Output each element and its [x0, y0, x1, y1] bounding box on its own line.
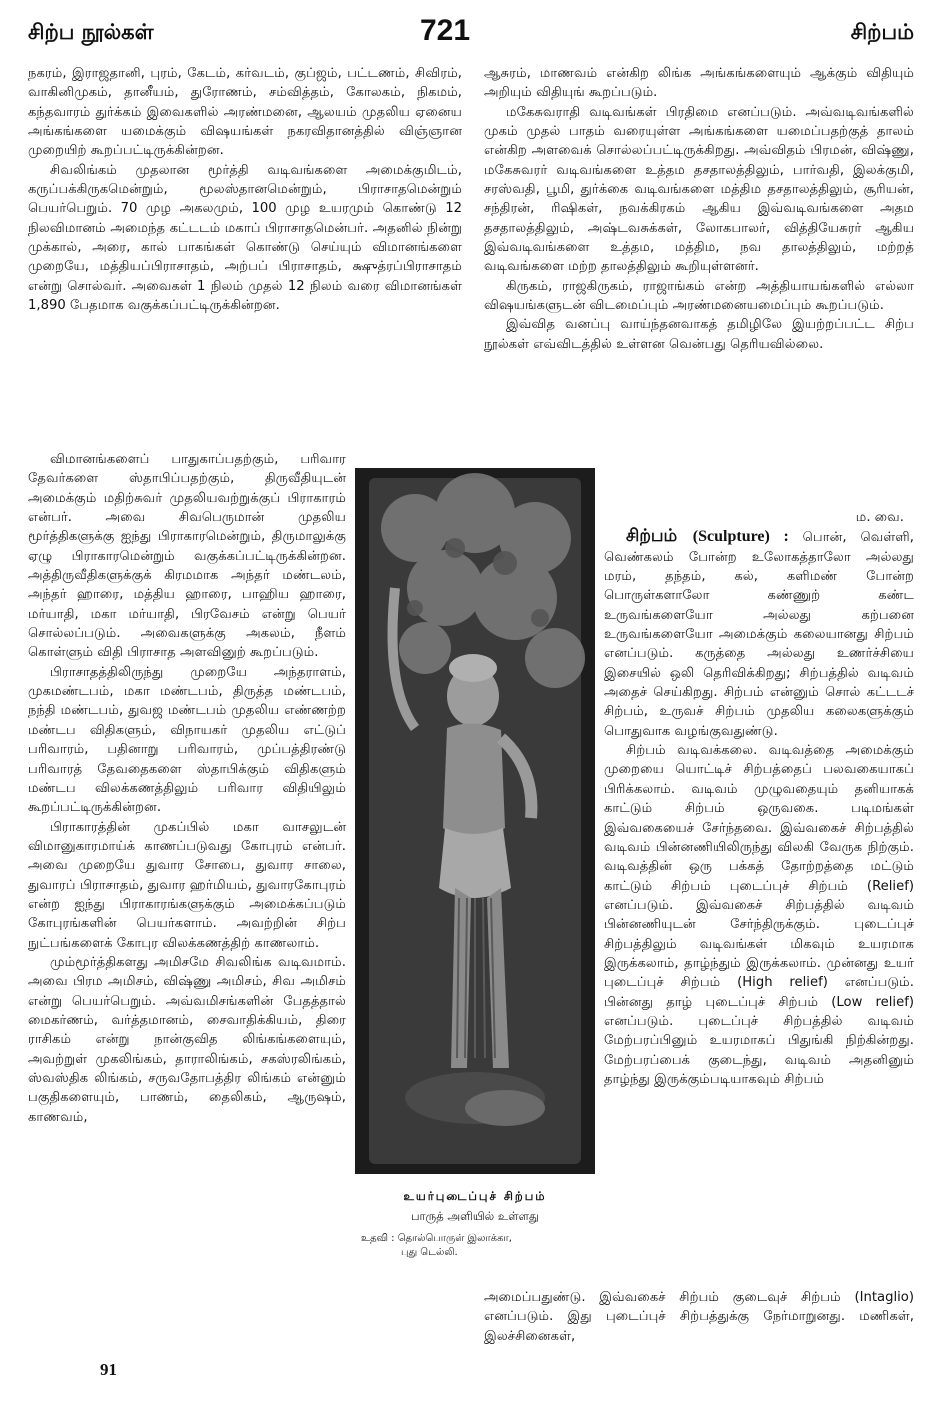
- paragraph: இவ்வித வனப்பு வாய்ந்தனவாகத் தமிழிலே இயற்றப்பட்ட சிற்ப நூல்கள் எவ்விடத்தில் உள்ளன வென்பது தெரியவில்லை.: [484, 317, 914, 352]
- caption-subtitle: பாருத் அளியில் உள்ளது: [410, 1209, 540, 1223]
- paragraph: சிவலிங்கம் முதலான மூர்த்தி வடிவங்களை அமைக்குமிடம், கருப்பக்கிருகமென்றும், மூலஸ்தானமென்றும், பிராசாதமென்றும் பெயர்பெறும். 70 முழ அகலமும், 100 முழ உயரமும் கொண்டு 12 நிலவிமானம் அமைந்த கட்டடம் மகாப் பிராசாதமென்பர். அதனில் நின்று முக்கால், அரை, கால் பாகங்கள் கொண்டு செய்யும் விமானங்களை முறையே, மத்தியப்பிராசாதம், அற்பப் பிராசாதம், க்ஷுத்ரப்பிராசாதம் என்று சொல்வர். அவைகள் 1 நிலம் முதல் 12 நிலம் வரை விமானங்கள் 1,890 பேதமாக வகுக்கப்பட்டிருக்கின்றன.: [28, 162, 462, 314]
- running-head-right: சிற்பம்: [850, 20, 914, 44]
- paragraph: சிற்பம் வடிவக்கலை. வடிவத்தை அமைக்கும் முறையை யொட்டிச் சிற்பத்தைப் பலவகையாகப் பிரிக்கலாம். வடிவம் முழுவதையும் தனியாகக் காட்டும் சிற்பம் ஒருவகை. படிமங்கள் இவ்வகையைச் சேர்ந்தவை. இவ்வகைச் சிற்பத்தில் வடிவம் பின்னணியிலிருந்து விலகி வேருக நிற்கும். வடிவத்தின் ஒரு பக்கத் தோற்றத்தை மட்டும் காட்டும் சிற்பம் புடைப்புச் சிற்பம் (Relief) எனப்படும். இவ்வகைச் சிற்பத்தில் வடிவம் பின்னணியுடன் சேர்ந்திருக்கும். புடைப்புச் சிற்பத்திலும் வடிவங்கள் மிகவும் உயரமாக இருக்கலாம், தாழ்ந்தும் இருக்கலாம். முன்னது உயர் புடைப்புச் சிற்பம் (High relief) எனப்படும். பின்னது தாழ் புடைப்புச் சிற்பம் (Low relief) எனப்படும். புடைப்புச் சிற்பத்தில் வடிவம் மேற்பரப்பினும் உயரமாகப் பிதுங்கி நிற்கின்றது. மேற்பரப்பைக் குடைந்து, வடிவம் அதனினும் தாழ்ந்து இருக்கும்படியாகவும் சிற்பம்: [604, 743, 914, 1087]
- running-head-left: சிற்ப நூல்கள்: [28, 20, 154, 44]
- paragraph: மும்மூர்த்திகளது அமிசமே சிவலிங்க வடிவமாம். அவை பிரம அமிசம், விஷ்ணு அமிசம், சிவ அமிசம் என்று பெயர்பெறும். அவ்வமிசங்களின் பேதத்தால் மைகர்ணம், வர்த்தமானம், சைவாதிக்கியம், திரை ராசிகம் என்று நான்குவித லிங்கங்களையும், அவற்றுள் முகலிங்கம், தாராலிங்கம், சகஸ்ரலிங்கம், ஸ்வஸ்திக லிங்கம், சருவதோபத்திர லிங்கம் என்னும் பகுதிகளையும், பாணம், தைலிகம், ஆருஷம், காணவம்,: [28, 954, 346, 1125]
- entry-heading-english: (Sculpture) :: [692, 528, 789, 546]
- credit-line: புது டெல்லி.: [401, 1247, 458, 1258]
- sculpture-photo: [355, 468, 595, 1174]
- paragraph: மகேசுவராதி வடிவங்கள் பிரதிமை எனப்படும். அவ்வடிவங்களில் முகம் முதல் பாதம் வரையுள்ள அங்கங்களை யமைப்பதற்குத் தாலம் என்கிற அளவைக் சொல்லப்பட்டிருக்கிறது. அவ்விதம் பிரமன், விஷ்ணு, மகேசுவரர் வடிவங்களை உத்தம தசதாலத்திலும், பார்வதி, இலக்குமி, சரஸ்வதி, பூமி, துர்க்கை வடிவங்களை மத்திம தசதாலத்திலும், சூரியன், சந்திரன், ரிஷிகள், நவக்கிரகம் ஆகிய இவ்வடிவங்களை அதம தசதாலத்திலும், அஷ்டவசுக்கள், லோகபாலர், வித்தியேசுரர் ஆகிய இவ்வடிவங்களை உத்தம, மத்திம, நவ தாலத்திலும், மற்றத் வடிவங்களை மற்ற தாலத்திலும் கூறியுள்ளனர்.: [484, 104, 914, 275]
- caption-title: உயர்புடைப்புச் சிற்பம்: [403, 1189, 547, 1203]
- paragraph: பிராகாரத்தின் முகப்பில் மகா வாசலுடன் விமானுகாரமாய்க் காணப்படுவது கோபுரம் என்பர். அவை முறையே துவார சோபை, துவார சாலை, துவாரப் பிராசாதம், துவார ஹர்மியம், துவாரகோபுரம் என்ற ஐந்து பிராகாரங்களுக்கும் அமைக்கப்படும் கோபுரங்களின் பெயர்களாம். அவற்றின் சிற்ப நுட்பங்களைக் கோபுர விலக்கணத்திற் காணலாம்.: [28, 819, 346, 951]
- author-initials: ம. வை.: [855, 510, 904, 525]
- paragraph: பொன், வெள்ளி, வெண்கலம் போன்ற உலோகத்தாலோ அல்லது மரம், தந்தம், கல், களிமண் போன்ற பொருள்களாலோ கண்ணுற் கண்ட உருவங்களையோ அல்லது கற்பனை உருவங்களையோ அமைக்கும் கலையானது சிற்பம் எனப்படும். கருத்தை அல்லது உணர்ச்சியை இசையில் ஒலி தெரிவிக்கிறது; சிற்பத்தில் வடிவம் அதைச் செய்கிறது. சிற்பம் என்னும் சொல் கட்டடச் சிற்பம், உருவச் சிற்பம் முதலிய கலைகளுக்கும் பொதுவாக வழங்குவதுண்டு.: [604, 530, 914, 739]
- entry-paragraph: [604, 527, 914, 741]
- left-column-top: [28, 64, 462, 315]
- sculpture-illustration: [355, 468, 595, 1174]
- paragraph: பிராசாதத்திலிருந்து முறையே அந்தராளம், முகமண்டபம், மகா மண்டபம், திருத்த மண்டபம், நந்தி மண்டபம், துவஜ மண்டபம் முதலிய எண்ணற்ற மண்டப விதிகளும், விநாயகர் முதலிய எட்டுப் பரிவாரம், பதினாறு பரிவாரம், முப்பத்திரண்டு பரிவாரத் தேவதைகளை ஸ்தாபிக்கும் விதிகளும் மண்டப விலக்கணத்திலும் பரிவார விதியிலும் கூறப்பட்டிருக்கின்றன.: [28, 664, 346, 816]
- page-number: 721: [420, 14, 471, 47]
- figure-caption: [355, 1186, 595, 1260]
- caption-credit: [355, 1232, 595, 1260]
- right-column-bottom: [484, 1288, 914, 1346]
- right-column-top: [484, 64, 914, 354]
- paragraph: கிருகம், ராஜகிருகம், ராஜாங்கம் என்ற அத்தியாயங்களில் எல்லா விஷயங்களுடன் விடமைப்பும் அரண்மனையமைப்பும் கூறப்படும்.: [484, 278, 914, 314]
- running-header: [0, 14, 940, 54]
- right-column-beside-figure: [604, 508, 914, 1089]
- entry-heading-tamil: சிற்பம்: [626, 526, 678, 547]
- left-column-wrapped: [28, 450, 346, 1127]
- paragraph: ஆசுரம், மாணவம் என்கிற லிங்க அங்கங்களையும் ஆக்கும் விதியும் அறியும் விதியுங் கூறப்படும்.: [484, 66, 914, 101]
- paragraph: நகரம், இராஜதானி, புரம், கேடம், கர்வடம், குப்ஜம், பட்டணம், சிவிரம், வாகினிமுகம், தானீயம், துரோணம், சம்வித்தம், கோலகம், நிகமம், கந்தவாரம் துர்க்கம் இவைகளில் அரண்மனை, ஆலயம் முதலிய ஏனைய அங்கங்களை யமைக்கும் விஷயங்கள் நகரவிதானத்தில் விஞ்ஞான முறையிற் கூறப்பட்டிருக்கின்றன.: [28, 66, 462, 159]
- paragraph: அமைப்பதுண்டு. இவ்வகைச் சிற்பம் குடைவுச் சிற்பம் (Intaglio) எனப்படும். இது புடைப்புச் சிற்பத்துக்கு நேர்மாறுனது. மணிகள், இலச்சினைகள்,: [484, 1290, 914, 1344]
- credit-line: உதவி : தொல்பொருள் இலாக்கா,: [361, 1233, 512, 1244]
- folio-number: 91: [100, 1360, 117, 1379]
- entry-heading: [626, 526, 789, 546]
- paragraph: விமானங்களைப் பாதுகாப்பதற்கும், பரிவார தேவர்களை ஸ்தாபிப்பதற்கும், திருவீதியுடன் அமைக்கும் மதிற்சுவர் முதலியவற்றுக்குப் பிராகாரம் என்பர். அவை சிவபெருமான் முதலிய மூர்த்திகளுக்கு ஐந்து பிராகாரமென்றும், திருமாலுக்கு ஏழு பிராகாரமென்றும் வகுக்கப்பட்டிருக்கின்றன. அத்திருவீதிகளுக்குக் கிரமமாக அந்தர் மண்டலம், அந்தர் ஹாரை, மத்திய ஹாரை, பாஹிய ஹாரை, மர்யாதி, மகா மர்யாதி, பிரவேசம் என்று பெயர் சொல்லப்படும். அவைகளுக்கு அகலம், நீளம் கொள்ளும் விதி பிராசாத அளவினுற் கூறப்படும்.: [28, 452, 346, 661]
